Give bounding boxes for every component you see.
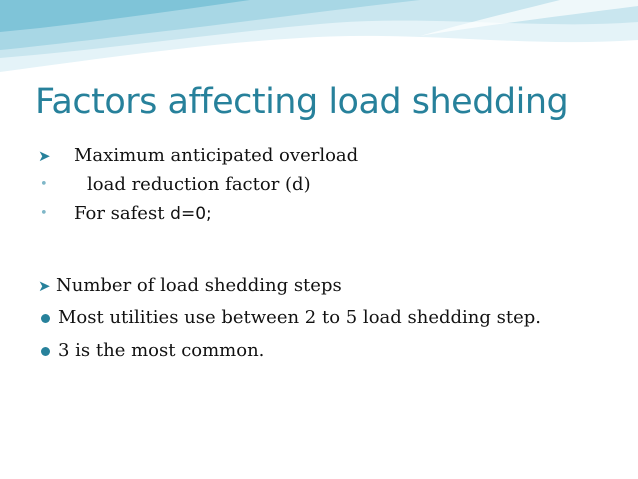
list-item: [0, 305, 638, 331]
header-wave-decoration: [0, 0, 638, 80]
list-item: [0, 172, 638, 198]
list-item-text: Number of load shedding steps: [56, 275, 342, 296]
list-item: [0, 338, 638, 364]
list-item: [0, 273, 638, 299]
small-dot-bullet-icon: •: [40, 206, 48, 221]
arrow-bullet-icon: ➤: [38, 147, 51, 165]
list-item-text: load reduction factor (d): [87, 174, 311, 195]
list-item-text: [74, 201, 212, 227]
list-item-text: Most utilities use between 2 to 5 load shedding step.: [58, 307, 541, 328]
list-item: [0, 201, 638, 227]
list-item: [0, 143, 638, 169]
filled-circle-bullet-icon: [41, 347, 50, 356]
list-item-text: Maximum anticipated overload: [74, 145, 359, 166]
slide-title: Factors affecting load shedding: [35, 82, 569, 122]
filled-circle-bullet-icon: [41, 314, 50, 323]
arrow-bullet-icon: ➤: [38, 277, 51, 295]
list-item-text: 3 is the most common.: [58, 340, 265, 361]
small-dot-bullet-icon: •: [40, 177, 48, 192]
list-item-text-part: For safest: [74, 203, 171, 224]
list-item-text-part: d=0;: [170, 204, 212, 224]
